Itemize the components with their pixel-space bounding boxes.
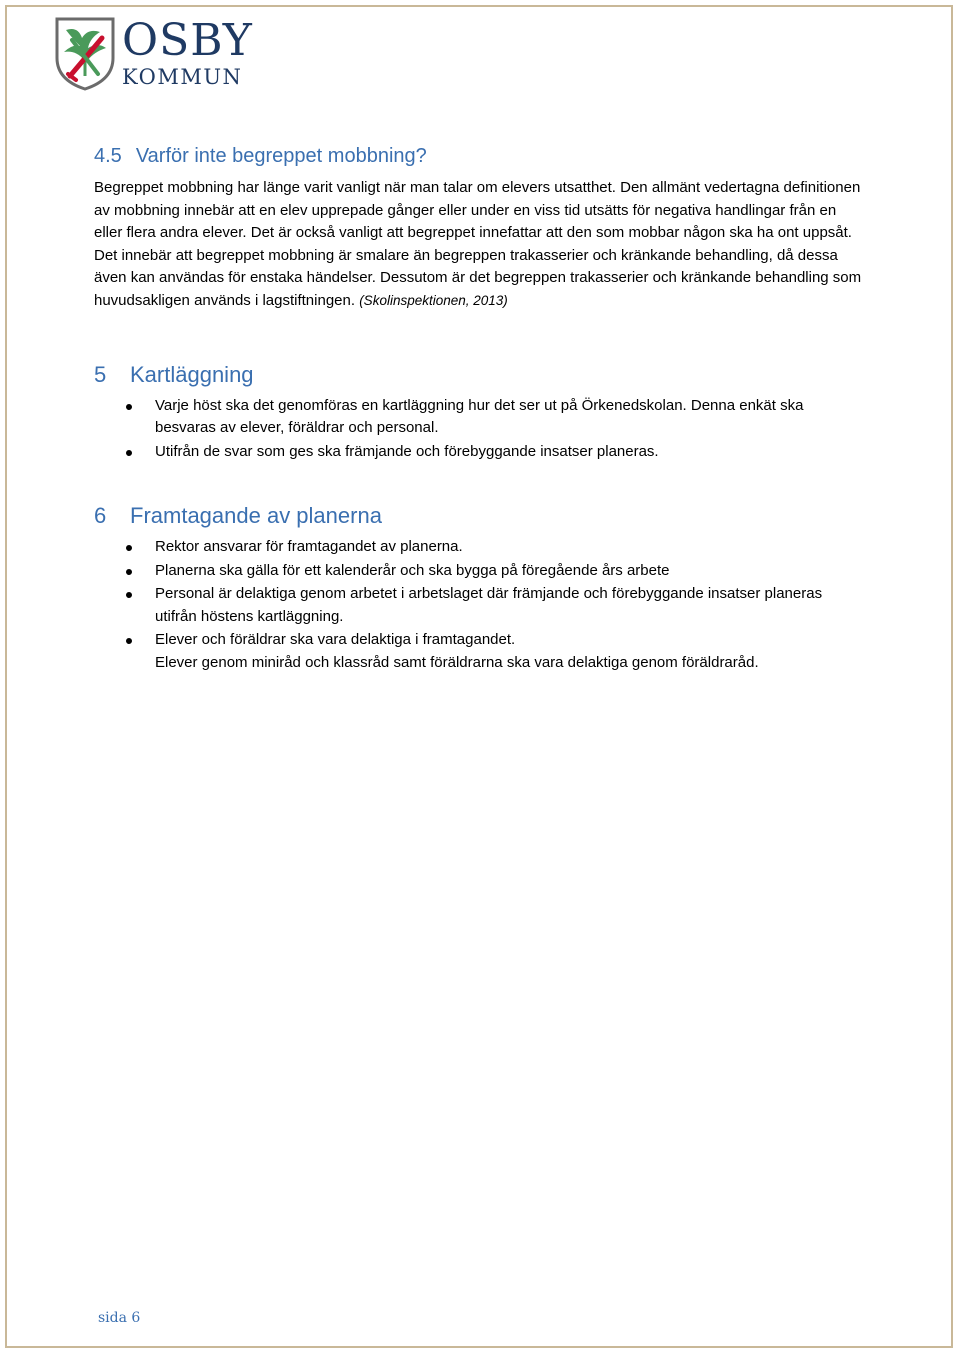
section-6-list <box>94 536 864 674</box>
list-item-text: Varje höst ska det genomföras en kartläggning hur det ser ut på Örkenedskolan. Denna enkät ska besvaras av elever, föräldrar och personal. <box>155 396 804 437</box>
coat-of-arms-icon <box>54 16 116 92</box>
list-item <box>94 536 864 559</box>
list-item <box>94 560 864 583</box>
bullet-icon <box>126 404 132 410</box>
section-title: Varför inte begreppet mobbning? <box>135 145 427 167</box>
list-item-text: Personal är delaktiga genom arbetet i arbetslaget där främjande och förebyggande insatser planeras utifrån höstens kartläggning. <box>155 585 823 625</box>
section-4-5-heading <box>94 143 864 169</box>
osby-kommun-logo <box>54 15 253 92</box>
list-item-text: Rektor ansvarar för framtagandet av planerna. <box>155 538 463 556</box>
list-item <box>94 583 864 628</box>
list-item-text: Planerna ska gälla för ett kalenderår och ska bygga på föregående års arbete <box>155 561 670 579</box>
bullet-icon <box>126 450 132 456</box>
bullet-icon <box>126 592 132 598</box>
bullet-icon <box>126 569 132 575</box>
bullet-icon <box>126 638 132 644</box>
page-number: sida 6 <box>98 1310 141 1326</box>
section-6-heading <box>94 502 864 530</box>
logo-sub: KOMMUN <box>122 65 243 89</box>
section-4-5-paragraph <box>94 177 864 313</box>
list-item-continuation: Elever genom miniråd och klassråd samt föräldrarna ska vara delaktiga genom föräldraråd. <box>155 653 759 671</box>
section-number: 6 <box>94 503 107 529</box>
list-item-text: Utifrån de svar som ges ska främjande och förebyggande insatser planeras. <box>155 442 659 460</box>
list-item <box>94 441 864 464</box>
section-number: 4.5 <box>94 145 122 167</box>
section-title: Kartläggning <box>130 361 254 387</box>
document-content <box>94 143 864 675</box>
bullet-icon <box>126 545 132 551</box>
section-5-heading <box>94 361 864 389</box>
section-5-list <box>94 395 864 464</box>
list-item <box>94 629 864 674</box>
section-number: 5 <box>94 361 107 387</box>
list-item-text: Elever och föräldrar ska vara delaktiga i framtagandet. <box>155 631 516 649</box>
logo-name: OSBY <box>122 15 253 66</box>
citation: (Skolinspektionen, 2013) <box>359 292 508 308</box>
section-title: Framtagande av planerna <box>130 503 382 529</box>
list-item <box>94 395 864 440</box>
logo-text <box>122 16 253 88</box>
paragraph-text: Begreppet mobbning har länge varit vanligt när man talar om elevers utsatthet. Den allmänt vedertagna definitionen av mobbning innebär att en elev upprepade gånger eller under en viss tid utsätts för negativa handlingar från en eller flera andra elever. Det är också vanligt att begreppet innefattar att den som mobbar någon ska ha ont uppsåt. Det innebär att begreppet mobbning är smalare än begreppen trakasserier och kränkande behandling, då dessa även kan användas för enstaka händelser. Dessutom är det begreppen trakasserier och kränkande behandling som huvudsakligen används i lagstiftningen. <box>94 179 862 309</box>
